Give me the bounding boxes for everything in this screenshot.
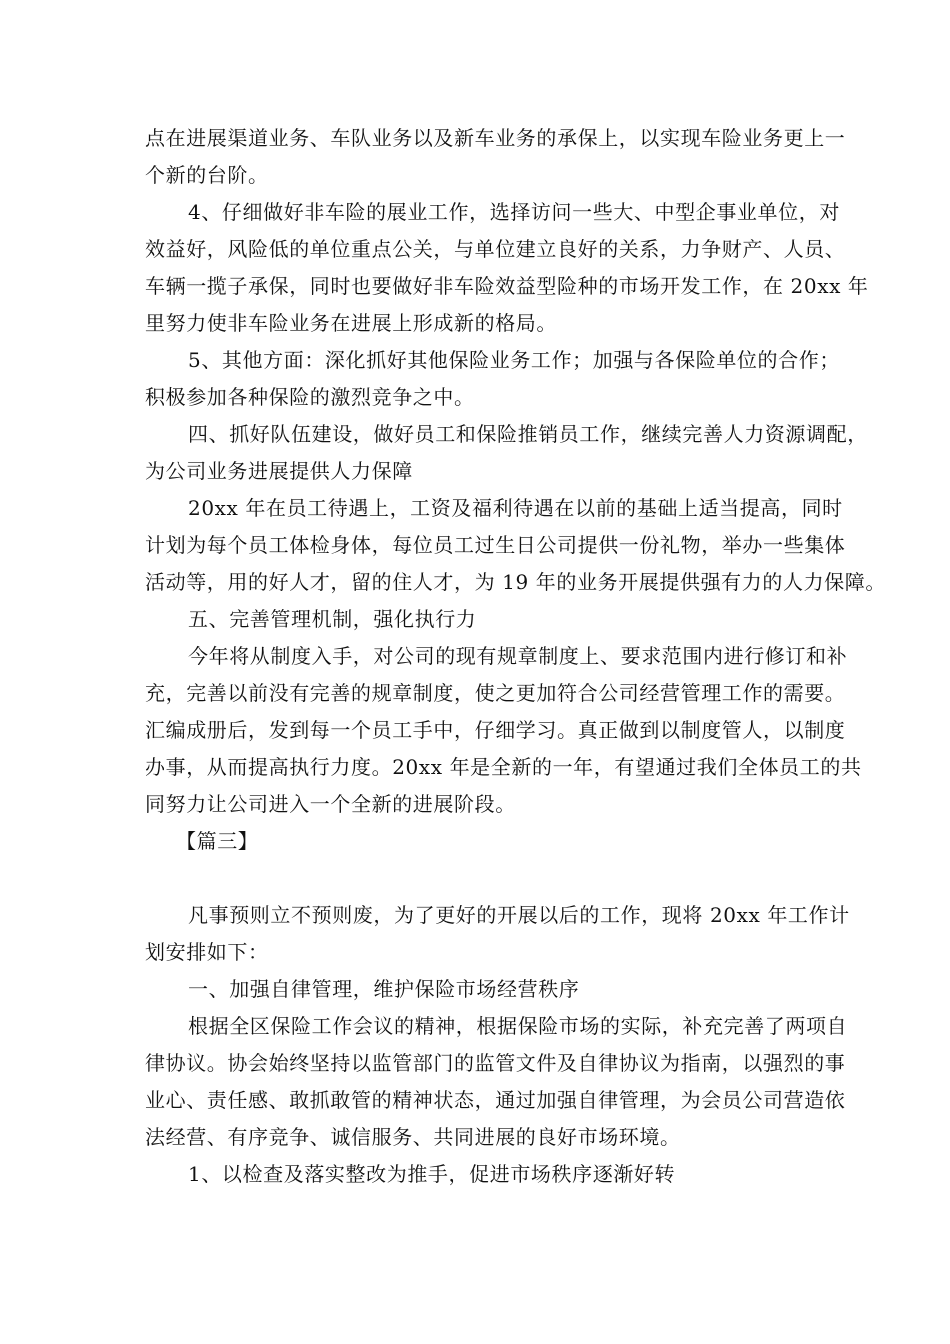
text-line: 办事，从而提高执行力度。20xx 年是全新的一年，有望通过我们全体员工的共 — [145, 755, 862, 779]
text-line: 根据全区保险工作会议的精神，根据保险市场的实际，补充完善了两项自 — [188, 1014, 848, 1038]
text-line: 汇编成册后，发到每一个员工手中，仔细学习。真正做到以制度管人，以制度 — [145, 718, 846, 742]
text-line: 业心、责任感、敢抓敢管的精神状态，通过加强自律管理，为会员公司营造依 — [145, 1088, 846, 1112]
text-line: 律协议。协会始终坚持以监管部门的监管文件及自律协议为指南，以强烈的事 — [145, 1051, 846, 1075]
text-line: 点在进展渠道业务、车队业务以及新车业务的承保上，以实现车险业务更上一 — [145, 126, 846, 150]
section-heading: 五、完善管理机制，强化执行力 — [188, 607, 477, 631]
part-title: 【篇三】 — [176, 829, 259, 853]
text-line: 划安排如下： — [145, 940, 269, 964]
text-line: 4、仔细做好非车险的展业工作，选择访问一些大、中型企事业单位，对 — [188, 200, 840, 224]
text-line: 计划为每个员工体检身体，每位员工过生日公司提供一份礼物，举办一些集体 — [145, 533, 846, 557]
text-line: 个新的台阶。 — [145, 163, 269, 187]
text-line: 20xx 年在员工待遇上，工资及福利待遇在以前的基础上适当提高，同时 — [188, 496, 843, 520]
text-line: 活动等，用的好人才，留的住人才，为 19 年的业务开展提供强有力的人力保障。 — [145, 570, 886, 594]
text-line: 同努力让公司进入一个全新的进展阶段。 — [145, 792, 516, 816]
section-heading: 为公司业务进展提供人力保障 — [145, 459, 413, 483]
section-heading: 四、抓好队伍建设，做好员工和保险推销员工作，继续完善人力资源调配， — [188, 422, 868, 446]
text-line: 车辆一揽子承保，同时也要做好非车险效益型险种的市场开发工作，在 20xx 年 — [145, 274, 869, 298]
text-line: 1、以检查及落实整改为推手，促进市场秩序逐渐好转 — [188, 1162, 676, 1186]
text-line: 5、其他方面：深化抓好其他保险业务工作；加强与各保险单位的合作； — [188, 348, 840, 372]
text-line: 今年将从制度入手，对公司的现有规章制度上、要求范围内进行修订和补 — [188, 644, 848, 668]
text-line: 积极参加各种保险的激烈竞争之中。 — [145, 385, 475, 409]
text-line: 里努力使非车险业务在进展上形成新的格局。 — [145, 311, 557, 335]
text-line: 充，完善以前没有完善的规章制度，使之更加符合公司经营管理工作的需要。 — [145, 681, 846, 705]
text-line: 法经营、有序竞争、诚信服务、共同进展的良好市场环境。 — [145, 1125, 681, 1149]
text-line: 凡事预则立不预则废，为了更好的开展以后的工作，现将 20xx 年工作计 — [188, 903, 850, 927]
text-line: 效益好，风险低的单位重点公关，与单位建立良好的关系，力争财产、人员、 — [145, 237, 846, 261]
section-heading: 一、加强自律管理，维护保险市场经营秩序 — [188, 977, 580, 1001]
